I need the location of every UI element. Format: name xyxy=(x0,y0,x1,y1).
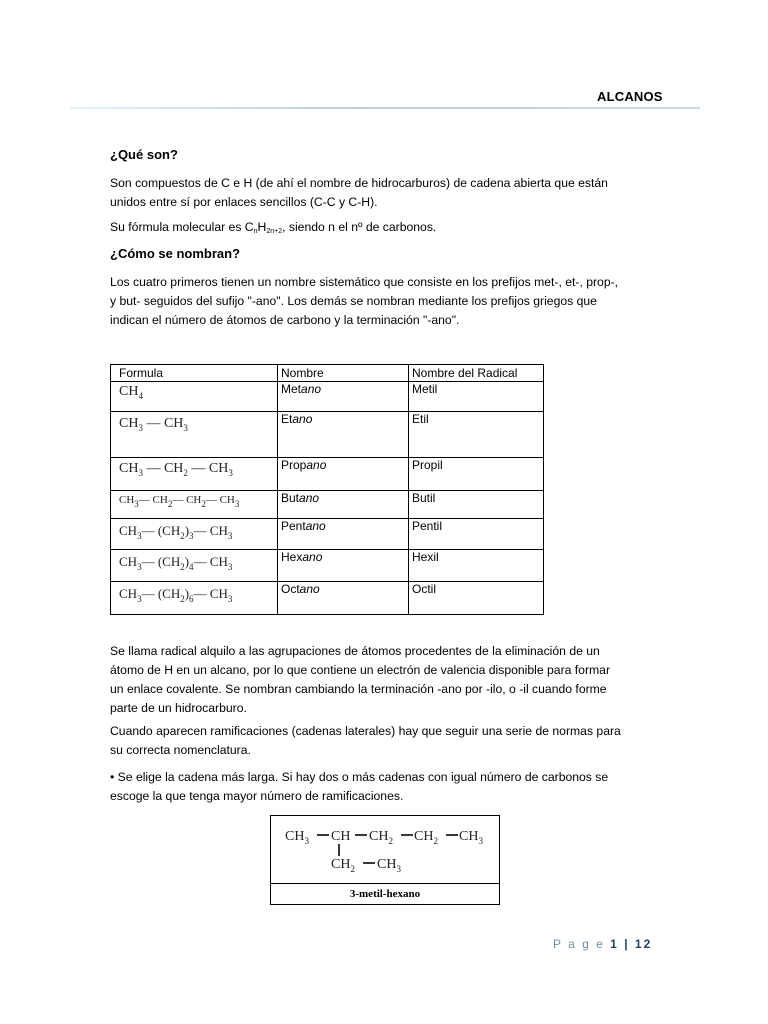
table-row xyxy=(111,519,544,550)
formula-cell: $CH_3$ — $CH_3$ xyxy=(111,412,278,458)
table-row xyxy=(111,458,544,491)
name-cell: Metano xyxy=(278,382,409,412)
text-line: Cuando aparecen ramificaciones (cadenas laterales) hay que seguir una serie de normas para xyxy=(110,724,621,738)
svg-text:CH2: $CH_2$ xyxy=(369,829,393,846)
svg-text:CH: CH xyxy=(331,829,351,844)
formula-cell: $CH_3—$ $(CH_2)_4—$ $CH_3$ xyxy=(111,550,278,582)
text-line: átomo de H en un alcano, por lo que contiene un electrón de valencia disponible para formar xyxy=(110,663,611,677)
text-line: Se llama radical alquilo a las agrupaciones de átomos procedentes de la eliminación de un xyxy=(110,644,600,658)
heading-como-se-nombran: ¿Cómo se nombran? xyxy=(110,246,241,261)
text-line: un enlace covalente. Se nombran cambiando la terminación -ano por -ilo, o -il cuando forme xyxy=(110,682,607,696)
name-cell: Etano xyxy=(278,412,409,458)
table-row xyxy=(111,491,544,519)
text-span: H xyxy=(257,220,267,234)
name-cell: Hexano xyxy=(278,550,409,582)
subscript: n xyxy=(253,228,258,235)
figure-caption: 3-metil-hexano xyxy=(271,883,499,904)
page-total: 12 xyxy=(634,937,653,951)
paragraph-definition xyxy=(110,174,655,212)
formula-cell: $CH_3$ — $CH_2$ — $CH_3$ xyxy=(111,458,278,491)
text-line: Los cuatro primeros tienen un nombre sistemático que consiste en los prefijos met-, et-, prop-, xyxy=(110,275,619,289)
structural-formula-figure xyxy=(270,815,500,905)
document-header-title: ALCANOS xyxy=(597,89,663,104)
svg-text:CH2: $CH_2$ xyxy=(414,829,438,846)
text-line: unidos entre sí por enlaces sencillos (C-C y C-H). xyxy=(110,195,378,209)
radical-cell: Hexil xyxy=(409,550,544,582)
svg-text:CH3: $CH_3$ xyxy=(285,829,309,846)
text-line: Son compuestos de C e H (de ahí el nombre de hidrocarburos) de cadena abierta que están xyxy=(110,176,608,190)
paragraph-radical-alquilo xyxy=(110,642,655,718)
name-cell: Octano xyxy=(278,582,409,615)
heading-que-son: ¿Qué son? xyxy=(110,147,178,162)
page-number: 1 xyxy=(610,937,619,951)
radical-cell: Butil xyxy=(409,491,544,519)
table-header-row xyxy=(111,365,544,382)
table-row xyxy=(111,582,544,615)
page-separator: | xyxy=(624,937,630,951)
page-word: P a g e xyxy=(553,937,605,951)
name-cell: Pentano xyxy=(278,519,409,550)
structural-formula-drawing xyxy=(271,816,499,884)
header-cell-name: Nombre xyxy=(278,365,409,382)
formula-cell: $CH_3—$ $CH_2—$ $CH_2—$ $CH_3$ xyxy=(111,491,278,519)
radical-cell: Pentil xyxy=(409,519,544,550)
formula-cell: $CH_3—$ $(CH_2)_3—$ $CH_3$ xyxy=(111,519,278,550)
svg-text:CH3: $CH_3$ xyxy=(377,857,401,874)
text-line: y but- seguidos del sufijo "-ano". Los demás se nombran mediante los prefijos griegos que xyxy=(110,294,597,308)
page-footer xyxy=(553,937,652,951)
paragraph-formula xyxy=(110,218,655,241)
radical-cell: Etil xyxy=(409,412,544,458)
name-cell: Butano xyxy=(278,491,409,519)
radical-cell: Metil xyxy=(409,382,544,412)
header-cell-formula: Formula xyxy=(111,365,278,382)
text-line: parte de un hidrocarburo. xyxy=(110,701,247,715)
table-row xyxy=(111,550,544,582)
paragraph-rule-longest-chain xyxy=(110,768,655,806)
radical-cell: Propil xyxy=(409,458,544,491)
text-line: su correcta nomenclatura. xyxy=(110,743,251,757)
table-row xyxy=(111,412,544,458)
subscript: 2n+2 xyxy=(266,228,283,235)
svg-text:CH3: $CH_3$ xyxy=(459,829,483,846)
text-line: • Se elige la cadena más larga. Si hay dos o más cadenas con igual número de carbonos se xyxy=(110,770,609,784)
alkanes-table xyxy=(110,364,544,615)
text-line: indican el número de átomos de carbono y la terminación "-ano". xyxy=(110,313,460,327)
paragraph-nomenclature xyxy=(110,273,655,330)
header-cell-radical: Nombre del Radical xyxy=(409,365,544,382)
table-row xyxy=(111,382,544,412)
text-line: escoge la que tenga mayor número de ramificaciones. xyxy=(110,789,404,803)
radical-cell: Octil xyxy=(409,582,544,615)
header-rule xyxy=(70,107,700,109)
svg-text:CH2: $CH_2$ xyxy=(331,857,355,874)
name-cell: Propano xyxy=(278,458,409,491)
formula-cell: $CH_4$ xyxy=(111,382,278,412)
formula-cell: $CH_3—$ $(CH_2)_6—$ $CH_3$ xyxy=(111,582,278,615)
paragraph-ramificaciones xyxy=(110,722,655,760)
text-span: Su fórmula molecular es C xyxy=(110,220,254,234)
text-span: , siendo n el nº de carbonos. xyxy=(282,220,437,234)
